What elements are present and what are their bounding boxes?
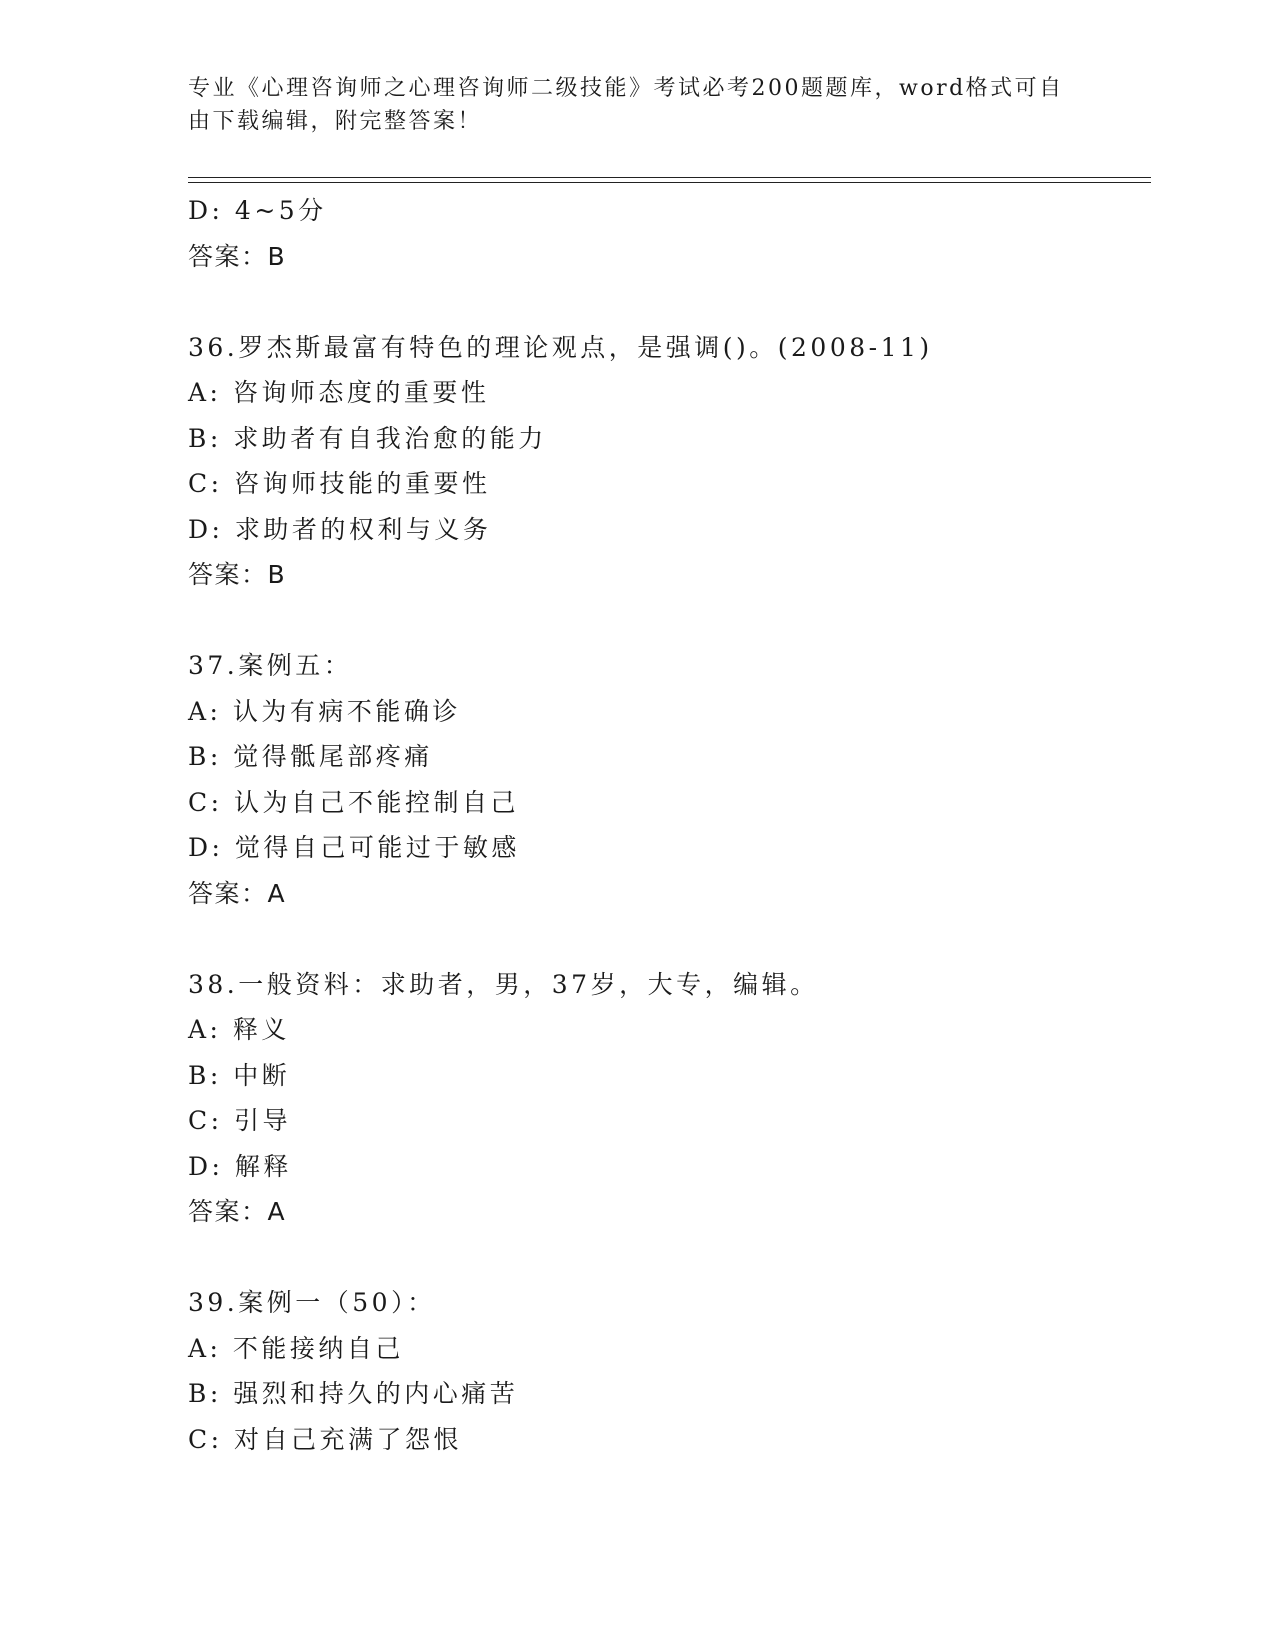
spacer [188,1235,1148,1281]
answer-line: 答案：B [188,241,287,271]
option-c: C: 认为自己不能控制自己 [188,787,519,817]
question-38 [188,962,1148,1235]
question-35-tail [188,188,1148,279]
document-header [188,72,1088,138]
option-d: D: 解释 [188,1151,292,1181]
option-c: C: 咨询师技能的重要性 [188,469,491,498]
answer-line: 答案：B [188,560,287,589]
option-a: A: 认为有病不能确诊 [188,696,461,726]
option-b: B: 中断 [188,1060,291,1090]
option-c: C: 对自己充满了怨恨 [188,1424,462,1454]
option-d: D: 觉得自己可能过于敏感 [188,833,520,862]
option-a: A: 释义 [188,1015,290,1044]
question-list [188,188,1148,1462]
option-b: B: 强烈和持久的内心痛苦 [188,1379,519,1408]
question-stem: 39.案例一（50）： [188,1288,436,1317]
spacer [188,916,1148,962]
answer-line: 答案：A [188,878,287,908]
question-37 [188,643,1148,916]
question-stem: 37.案例五： [188,651,353,680]
option-b: B: 觉得骶尾部疼痛 [188,742,433,771]
option-d: D: 求助者的权利与义务 [188,514,492,544]
header-line-2: 由下载编辑，附完整答案！ [188,109,483,134]
header-line-1: 专业《心理咨询师之心理咨询师二级技能》考试必考200题题库，word格式可自 [188,76,1064,101]
question-stem: 36.罗杰斯最富有特色的理论观点，是强调()。(2008-11) [188,332,933,362]
spacer [188,598,1148,644]
option-a: A: 咨询师态度的重要性 [188,378,490,407]
option-d: D: 4~5分 [188,196,327,225]
header-divider-top [188,177,1151,178]
option-b: B: 求助者有自我治愈的能力 [188,423,547,453]
header-divider-bottom [188,182,1151,183]
option-c: C: 引导 [188,1106,291,1135]
question-39 [188,1280,1148,1462]
answer-line: 答案：A [188,1197,287,1226]
spacer [188,279,1148,325]
question-stem: 38.一般资料：求助者，男，37岁，大专，编辑。 [188,969,819,999]
option-a: A: 不能接纳自己 [188,1333,404,1363]
question-36 [188,325,1148,598]
